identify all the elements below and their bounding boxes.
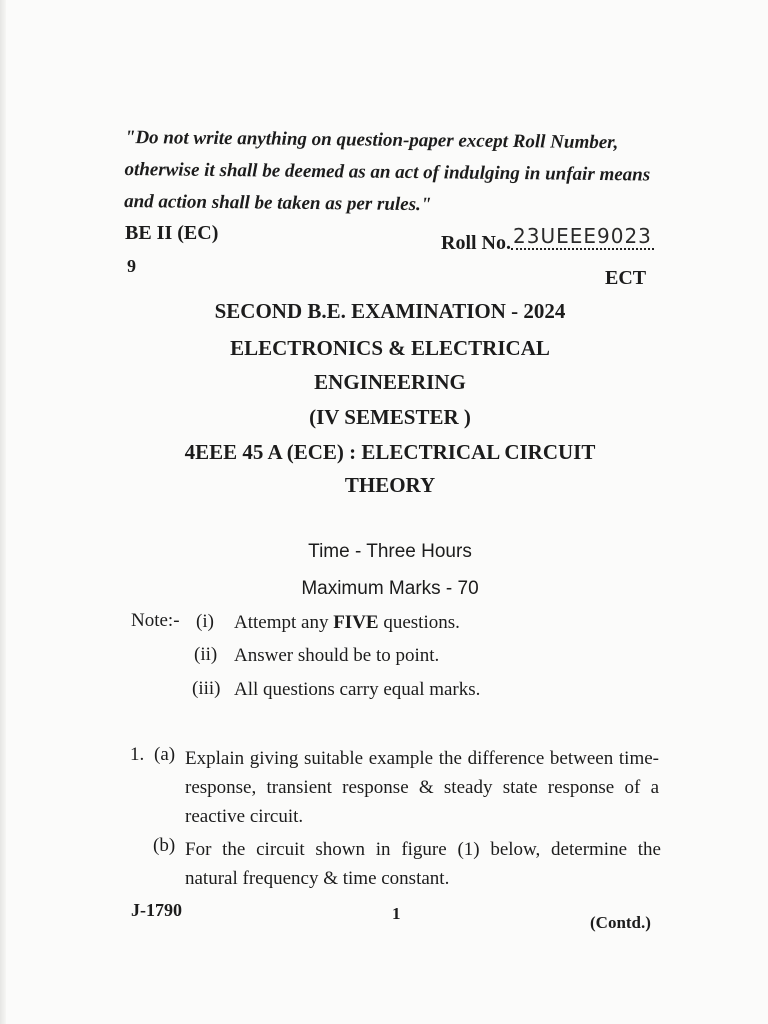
roll-number-field (441, 224, 654, 256)
page-edge-shadow (0, 0, 6, 1024)
note-item-3-text: All questions carry equal marks. (234, 679, 481, 700)
exam-time: Time - Three Hours (308, 541, 472, 562)
subject-title-line1: 4EEE 45 A (ECE) : ELECTRICAL CIRCUIT (184, 440, 596, 464)
roll-number-label: Roll No. (441, 232, 511, 254)
note-item-1 (234, 608, 460, 638)
question-1-number: 1. (130, 744, 145, 765)
note-item-2-number: (ii) (194, 644, 218, 665)
question-1b-text: For the circuit shown in figure (1) below, determine the natural frequency & time constant. (185, 839, 661, 889)
maximum-marks: Maximum Marks - 70 (301, 578, 479, 599)
roll-number-value: 23UEEE9023 (513, 224, 652, 248)
question-1a-label: (a) (154, 744, 176, 765)
note-item-3-number: (iii) (192, 678, 221, 699)
note-item-1-text-end: questions. (378, 612, 460, 633)
note-label: Note:- (131, 610, 180, 631)
semester: (IV SEMESTER ) (309, 405, 471, 429)
note-item-1-number: (i) (196, 611, 214, 632)
branch-title-line2: ENGINEERING (314, 370, 466, 394)
note-item-1-text: Attempt any (234, 612, 334, 633)
note-item-2-text: Answer should be to point. (234, 645, 440, 666)
warning-notice: "Do not write anything on question-paper except Roll Number, otherwise it shall be deemed as an act of indulging in unfair means and action shall be taken as per rules." (124, 126, 651, 216)
page-number: 1 (392, 904, 401, 923)
page-count: 9 (127, 256, 136, 276)
branch-title-line1: ELECTRONICS & ELECTRICAL (230, 336, 550, 360)
question-1b-label: (b) (153, 835, 176, 856)
continued-marker: (Contd.) (590, 913, 651, 932)
note-item-1-emphasis: FIVE (333, 612, 379, 633)
paper-code: J-1790 (131, 900, 182, 920)
course-code: BE II (EC) (125, 222, 219, 244)
exam-title: SECOND B.E. EXAMINATION - 2024 (214, 299, 566, 323)
subject-abbrev: ECT (605, 267, 647, 289)
question-1a-text: Explain giving suitable example the difference between time-response, transient response & steady state response of a reactive circuit. (185, 748, 659, 827)
subject-title-line2: THEORY (344, 473, 436, 497)
